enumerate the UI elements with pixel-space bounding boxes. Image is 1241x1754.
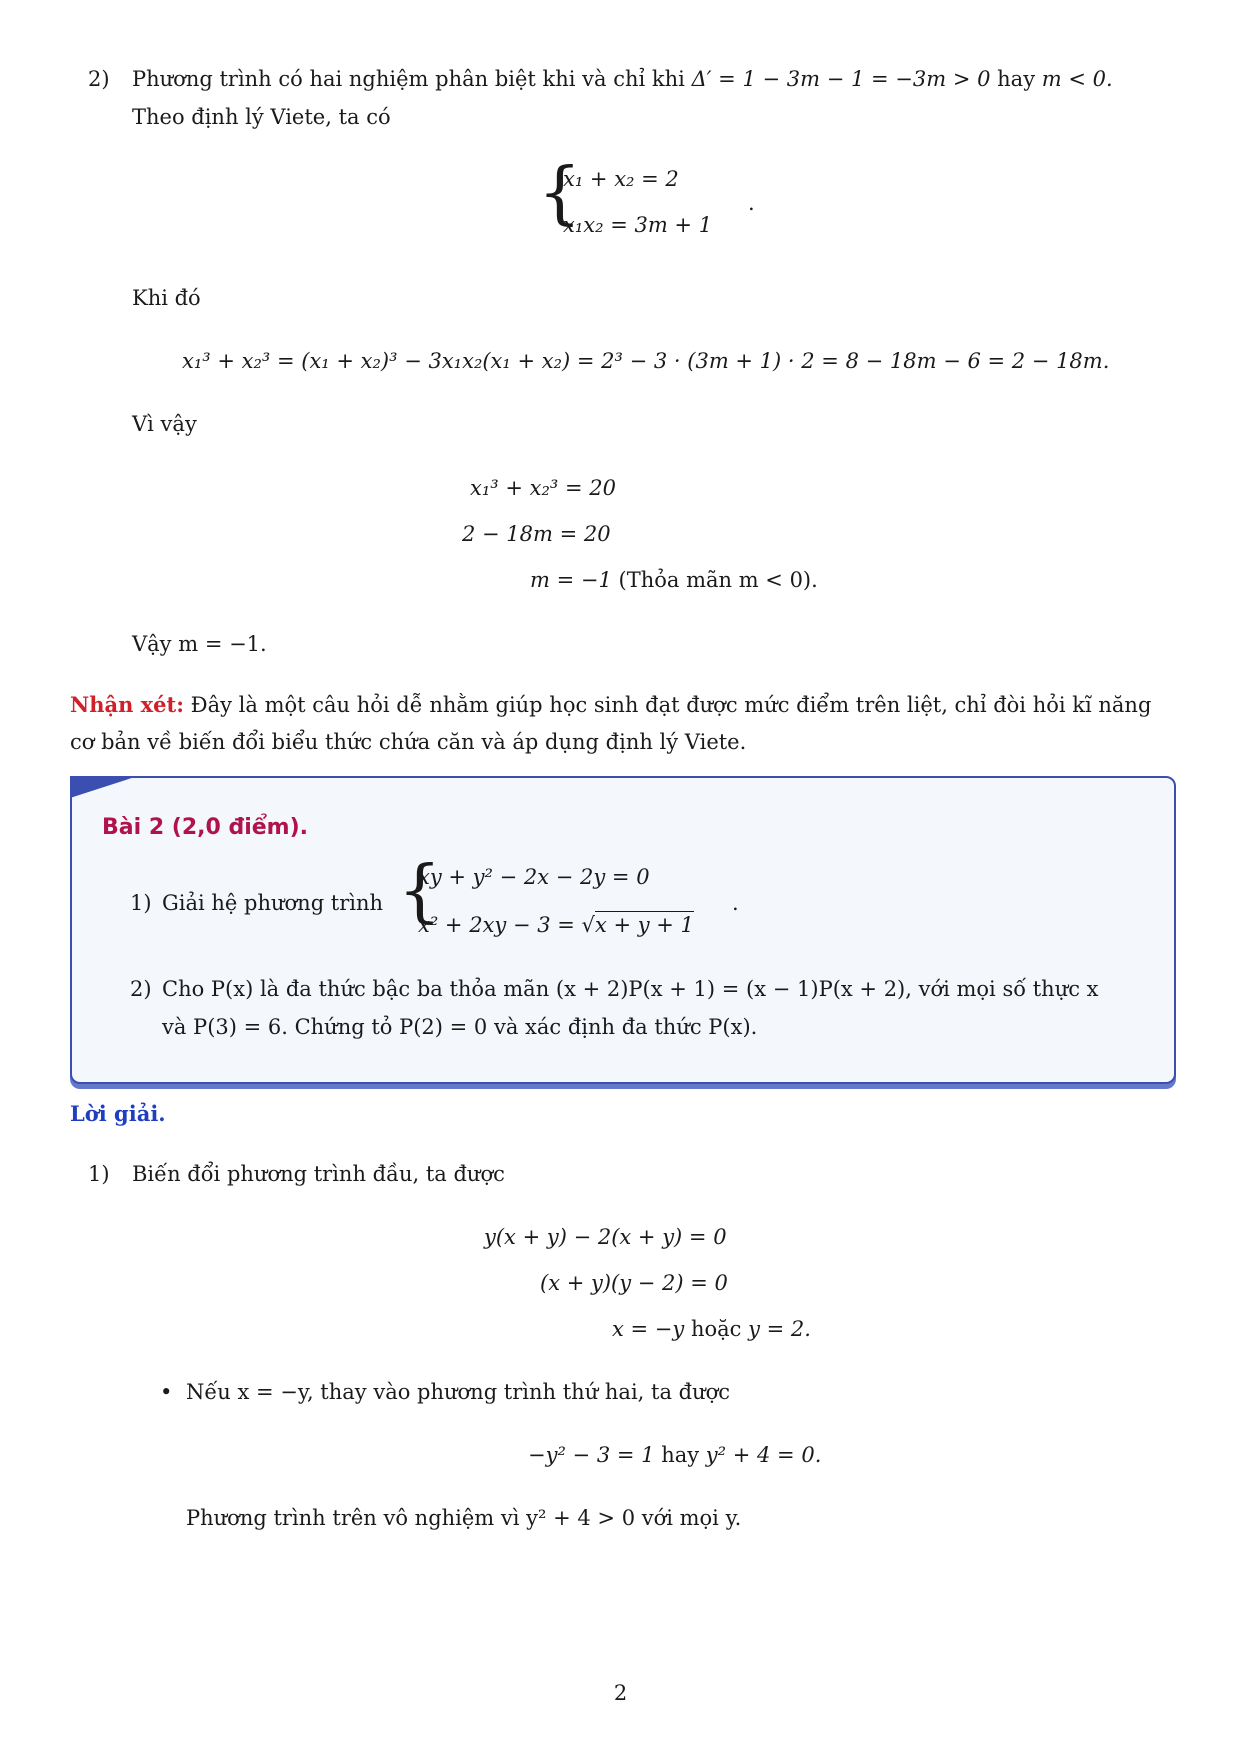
part2-number: 2) <box>88 67 110 91</box>
question1-equation-1: xy + y² − 2x − 2y = 0 <box>418 865 650 889</box>
remark-label: Nhận xét: <box>70 692 184 717</box>
cube-sum-formula: x₁³ + x₂³ = (x₁ + x₂)³ − 3x₁x₂(x₁ + x₂) = 2³ − 3 · (3m + 1) · 2 = 8 − 18m − 6 = 2 − 18m. <box>182 349 1110 373</box>
solution-equation-2: (x + y)(y − 2) = 0 <box>540 1271 728 1295</box>
case-x-equals-minus-y: x = −y <box>612 1317 685 1341</box>
problem-box <box>70 776 1176 1084</box>
question1-text: Giải hệ phương trình <box>162 891 384 915</box>
part2-conclusion: Vậy m = −1. <box>132 632 267 656</box>
question1-period: . <box>732 891 739 915</box>
vi-vay-label: Vì vậy <box>132 412 197 436</box>
part2-condition: m < 0. <box>1041 67 1113 91</box>
question1-number: 1) <box>130 891 152 915</box>
solution-label: Lời giải. <box>70 1101 166 1126</box>
bullet-equation-right: y² + 4 = 0. <box>705 1443 822 1467</box>
case-join-word: hoặc <box>690 1317 742 1341</box>
question1-system-brace: { <box>398 852 442 931</box>
bullet-equation <box>528 1442 821 1469</box>
part2-delta-expression: Δ′ = 1 − 3m − 1 = −3m > 0 <box>691 67 991 91</box>
remark-line1 <box>70 691 1151 719</box>
part2-line1 <box>132 66 1113 93</box>
m-condition-note: (Thỏa mãn m < 0). <box>618 568 818 592</box>
case-y-equals-2: y = 2. <box>748 1317 811 1341</box>
question2-number: 2) <box>130 977 152 1001</box>
sqrt-symbol: √ <box>581 913 595 937</box>
question2-line2: và P(3) = 6. Chứng tỏ P(2) = 0 và xác định đa thức P(x). <box>162 1015 758 1039</box>
bullet-equation-join: hay <box>661 1443 700 1467</box>
aligned-equation-2: 2 − 18m = 20 <box>462 522 611 546</box>
problem-box-tab <box>70 776 138 798</box>
question1-equation-2-left: x² + 2xy − 3 = <box>418 913 575 937</box>
aligned-equation-3 <box>530 567 818 594</box>
solution1-number: 1) <box>88 1162 110 1186</box>
question1-equation-2 <box>418 912 694 939</box>
aligned-equation-1: x₁³ + x₂³ = 20 <box>470 476 616 500</box>
question2-line1: Cho P(x) là đa thức bậc ba thỏa mãn (x + 2)P(x + 1) = (x − 1)P(x + 2), với mọi số thực x <box>162 977 1099 1001</box>
part2-line1-text: Phương trình có hai nghiệm phân biệt khi và chỉ khi <box>132 67 685 91</box>
bullet-equation-left: −y² − 3 = 1 <box>528 1443 655 1467</box>
part2-join-word: hay <box>997 67 1036 91</box>
viete-system-brace: { <box>538 154 582 233</box>
part2-line2: Theo định lý Viete, ta có <box>132 105 391 129</box>
solution1-text: Biến đổi phương trình đầu, ta được <box>132 1162 505 1186</box>
page-number: 2 <box>613 1681 628 1705</box>
remark-line2: cơ bản về biến đổi biểu thức chứa căn và áp dụng định lý Viete. <box>70 730 747 754</box>
solution-equation-1: y(x + y) − 2(x + y) = 0 <box>484 1225 727 1249</box>
bullet-text: Nếu x = −y, thay vào phương trình thứ hai, ta được <box>186 1380 731 1404</box>
viete-equation-sum: x₁ + x₂ = 2 <box>563 167 679 191</box>
viete-equation-product: x₁x₂ = 3m + 1 <box>563 213 713 237</box>
khi-do-label: Khi đó <box>132 286 201 310</box>
m-value: m = −1 <box>530 568 612 592</box>
bullet-conclusion: Phương trình trên vô nghiệm vì y² + 4 > 0 với mọi y. <box>186 1506 742 1530</box>
remark-text-1: Đây là một câu hỏi dễ nhằm giúp học sinh đạt được mức điểm trên liệt, chỉ đòi hỏi kĩ năng <box>190 693 1152 717</box>
bullet-icon: • <box>160 1380 173 1404</box>
problem-title: Bài 2 (2,0 điểm). <box>102 815 309 840</box>
solution-equation-3 <box>612 1316 811 1343</box>
sqrt-radicand: x + y + 1 <box>594 913 694 937</box>
viete-system-period: . <box>748 191 755 215</box>
